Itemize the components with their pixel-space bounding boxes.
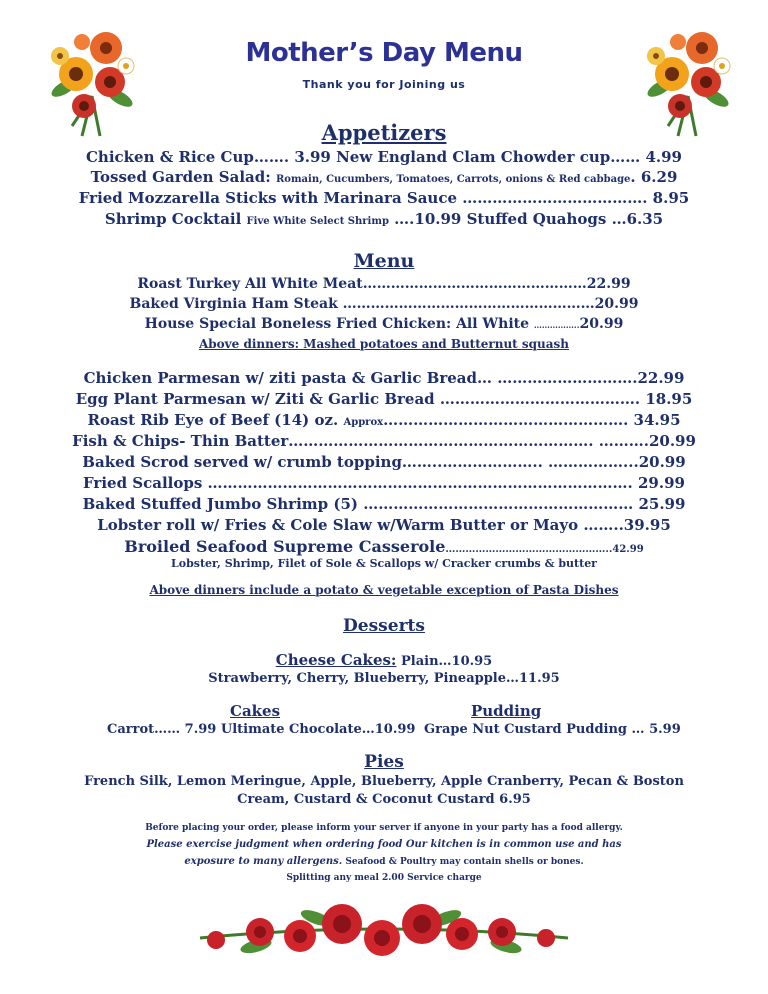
casserole-description: Lobster, Shrimp, Filet of Sole & Scallops w/ Cracker crumbs & butter	[171, 557, 597, 570]
pies-line-2: Cream, Custard & Coconut Custard 6.95	[237, 792, 531, 807]
fried-chicken-price: 20.99	[579, 316, 624, 332]
appetizer-line-2	[0, 168, 768, 186]
rib-eye-approx: Approx	[343, 417, 384, 428]
footer-allergy-line: Before placing your order, please inform your server if anyone in your party has a food allergy.	[145, 823, 623, 833]
menu-heading: Menu	[353, 250, 415, 272]
cakes-line: Carrot…… 7.99 Ultimate Chocolate…10.99	[107, 722, 416, 737]
desserts-heading: Desserts	[343, 616, 425, 636]
menu-item-rib-eye	[0, 411, 768, 429]
tossed-salad-price: . 6.29	[630, 168, 678, 186]
menu-note-mashed: Above dinners: Mashed potatoes and Butternut squash	[198, 337, 570, 351]
menu-item-fried-chicken	[0, 316, 768, 332]
appetizer-line-1: Chicken & Rice Cup……. 3.99 New England Clam Chowder cup…… 4.99	[85, 148, 682, 166]
cheese-cakes-flavors: Strawberry, Cherry, Blueberry, Pineapple…11.95	[208, 671, 560, 686]
cakes-label: Cakes	[230, 702, 281, 720]
fried-chicken-dots: ……………..	[533, 320, 580, 330]
shrimp-cocktail-price: ….10.99 Stuffed Quahogs …6.35	[388, 210, 664, 228]
rib-eye-name: Roast Rib Eye of Beef (14) oz.	[87, 411, 344, 429]
shrimp-cocktail-name: Shrimp Cocktail	[104, 210, 247, 228]
menu-item-stuffed-shrimp: Baked Stuffed Jumbo Shrimp (5) ……………………………………………… 25.99	[82, 495, 686, 513]
casserole-price: …………………………………………..42.99	[445, 544, 644, 555]
appetizers-heading: Appetizers	[321, 120, 447, 145]
cheese-cakes-plain: Plain…10.95	[396, 654, 493, 669]
menu-item-ham-steak: Baked Virginia Ham Steak ………………………………………………20.99	[129, 296, 639, 312]
pudding-label: Pudding	[471, 702, 542, 720]
pies-heading: Pies	[364, 752, 404, 772]
footer-allergens-italic: exposure to many allergens.	[184, 856, 343, 867]
casserole-name: Broiled Seafood Supreme Casserole	[124, 537, 446, 556]
footer-splitting-line: Splitting any meal 2.00 Service charge	[286, 873, 482, 883]
menu-item-fried-scallops: Fried Scallops …………………………………………………………………………. 29.99	[83, 474, 685, 492]
tossed-salad-name: Tossed Garden Salad:	[90, 168, 276, 186]
page-subtitle: Thank you for Joining us	[302, 78, 466, 91]
shrimp-cocktail-desc: Five White Select Shrimp	[246, 216, 389, 227]
rose-garland-icon	[196, 894, 572, 966]
footer-shells-note: Seafood & Poultry may contain shells or bones.	[342, 857, 584, 867]
menu-item-chicken-parmesan: Chicken Parmesan w/ ziti pasta & Garlic Bread… ……………………….22.99	[83, 369, 685, 387]
tossed-salad-desc: Romain, Cucumbers, Tomatoes, Carrots, onions & Red cabbage	[276, 174, 631, 185]
pudding-line: Grape Nut Custard Pudding … 5.99	[424, 722, 681, 737]
menu-item-lobster-roll: Lobster roll w/ Fries & Cole Slaw w/Warm Butter or Mayo ……..39.95	[97, 516, 671, 534]
menu-item-seafood-casserole	[0, 537, 768, 556]
page-title: Mother’s Day Menu	[245, 38, 523, 68]
menu-item-eggplant-parmesan: Egg Plant Parmesan w/ Ziti & Garlic Bread …………………………………. 18.95	[75, 390, 693, 408]
pies-line-1: French Silk, Lemon Meringue, Apple, Blueberry, Apple Cranberry, Pecan & Boston	[84, 774, 684, 789]
rib-eye-price: …………………………………………. 34.95	[383, 411, 681, 429]
footer-allergens-line	[0, 856, 768, 867]
menu-item-roast-turkey: Roast Turkey All White Meat…………………………………………22.99	[137, 276, 631, 292]
cheese-cakes-line	[0, 651, 768, 669]
menu-item-baked-scrod: Baked Scrod served w/ crumb topping……..……………….. ……………...20.99	[82, 453, 686, 471]
menu-item-fish-chips: Fish & Chips- Thin Batter……………………………………………………. ……….20.99	[72, 432, 696, 450]
appetizer-line-3: Fried Mozzarella Sticks with Marinara Sauce ………………………………. 8.95	[78, 189, 690, 207]
cheese-cakes-label: Cheese Cakes:	[275, 651, 397, 669]
fried-chicken-name: House Special Boneless Fried Chicken: All White	[144, 316, 534, 332]
menu-note-potato: Above dinners include a potato & vegetable exception of Pasta Dishes	[149, 583, 619, 597]
footer-judgment-line: Please exercise judgment when ordering food Our kitchen is in common use and has	[146, 839, 622, 850]
appetizer-line-4	[0, 210, 768, 228]
